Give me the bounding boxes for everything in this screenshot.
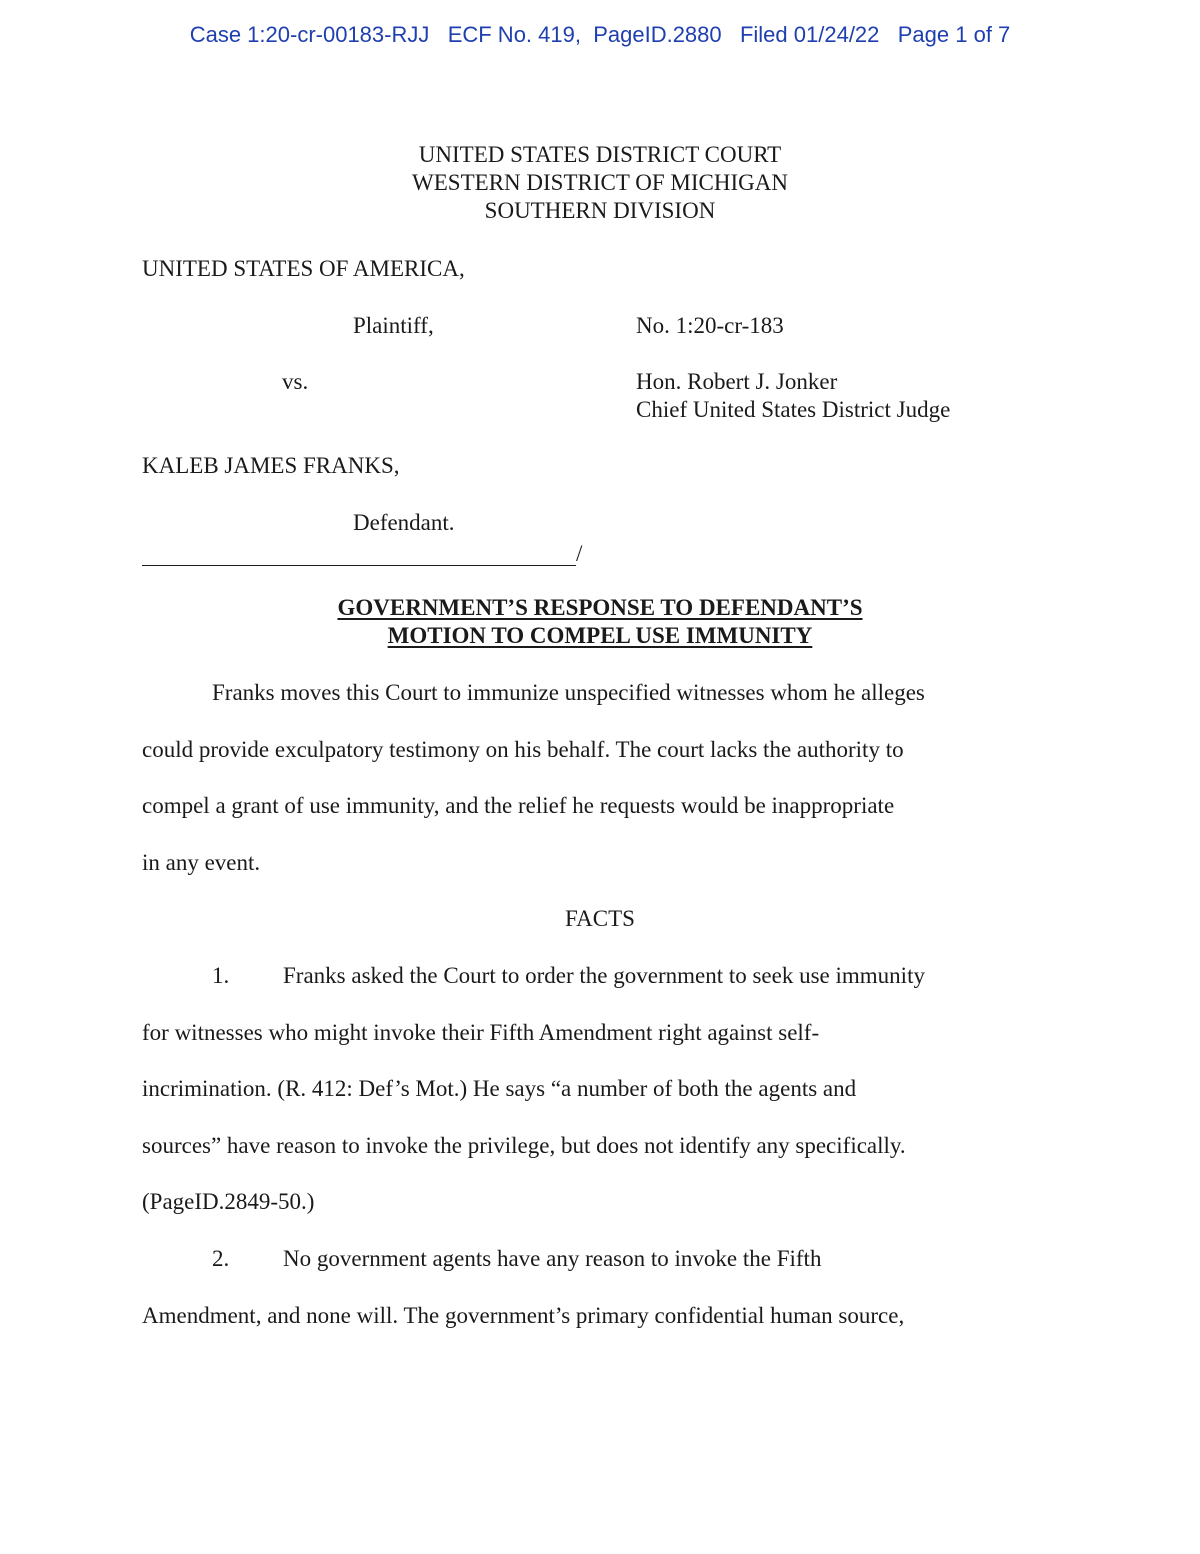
caption-rule: [142, 565, 576, 566]
versus: vs.: [282, 369, 309, 394]
caption-slash: /: [576, 541, 583, 566]
court-name: UNITED STATES DISTRICT COURT: [418, 142, 782, 167]
judge-title: Chief United States District Judge: [636, 397, 951, 422]
judge-name: Hon. Robert J. Jonker: [636, 369, 838, 394]
paragraph-number: 1.: [212, 963, 230, 988]
intro-line: could provide exculpatory testimony on his behalf. The court lacks the authority to: [142, 737, 904, 762]
paragraph-line: Amendment, and none will. The government’s primary confidential human source,: [142, 1303, 905, 1328]
paragraph-line: for witnesses who might invoke their Fifth Amendment right against self-: [142, 1020, 820, 1045]
document-title-line-1: GOVERNMENT’S RESPONSE TO DEFENDANT’S: [337, 595, 863, 620]
paragraph-line: No government agents have any reason to invoke the Fifth: [283, 1246, 822, 1271]
paragraph-number: 2.: [212, 1246, 230, 1271]
defendant-name: KALEB JAMES FRANKS,: [142, 453, 400, 478]
intro-line: Franks moves this Court to immunize unspecified witnesses whom he alleges: [212, 680, 925, 705]
paragraph-line: sources” have reason to invoke the privilege, but does not identify any specifically.: [142, 1133, 906, 1158]
court-heading: [0, 141, 1200, 225]
defendant-role: Defendant.: [353, 510, 455, 535]
paragraph-line: (PageID.2849-50.): [142, 1189, 315, 1214]
court-district: WESTERN DISTRICT OF MICHIGAN: [412, 170, 788, 195]
plaintiff-role: Plaintiff,: [353, 313, 434, 338]
ecf-filing-header: Case 1:20-cr-00183-RJJ ECF No. 419, PageID.2880 Filed 01/24/22 Page 1 of 7: [189, 22, 1011, 47]
facts-heading: FACTS: [565, 906, 635, 931]
intro-line: compel a grant of use immunity, and the relief he requests would be inappropriate: [142, 793, 895, 818]
court-division: SOUTHERN DIVISION: [484, 198, 716, 223]
paragraph-line: Franks asked the Court to order the government to seek use immunity: [283, 963, 925, 988]
document-title-line-2: MOTION TO COMPEL USE IMMUNITY: [387, 623, 813, 648]
plaintiff-name: UNITED STATES OF AMERICA,: [142, 256, 465, 281]
document-title: [0, 594, 1200, 650]
intro-line: in any event.: [142, 850, 261, 875]
case-number: No. 1:20-cr-183: [636, 313, 784, 338]
paragraph-line: incrimination. (R. 412: Def’s Mot.) He says “a number of both the agents and: [142, 1076, 857, 1101]
